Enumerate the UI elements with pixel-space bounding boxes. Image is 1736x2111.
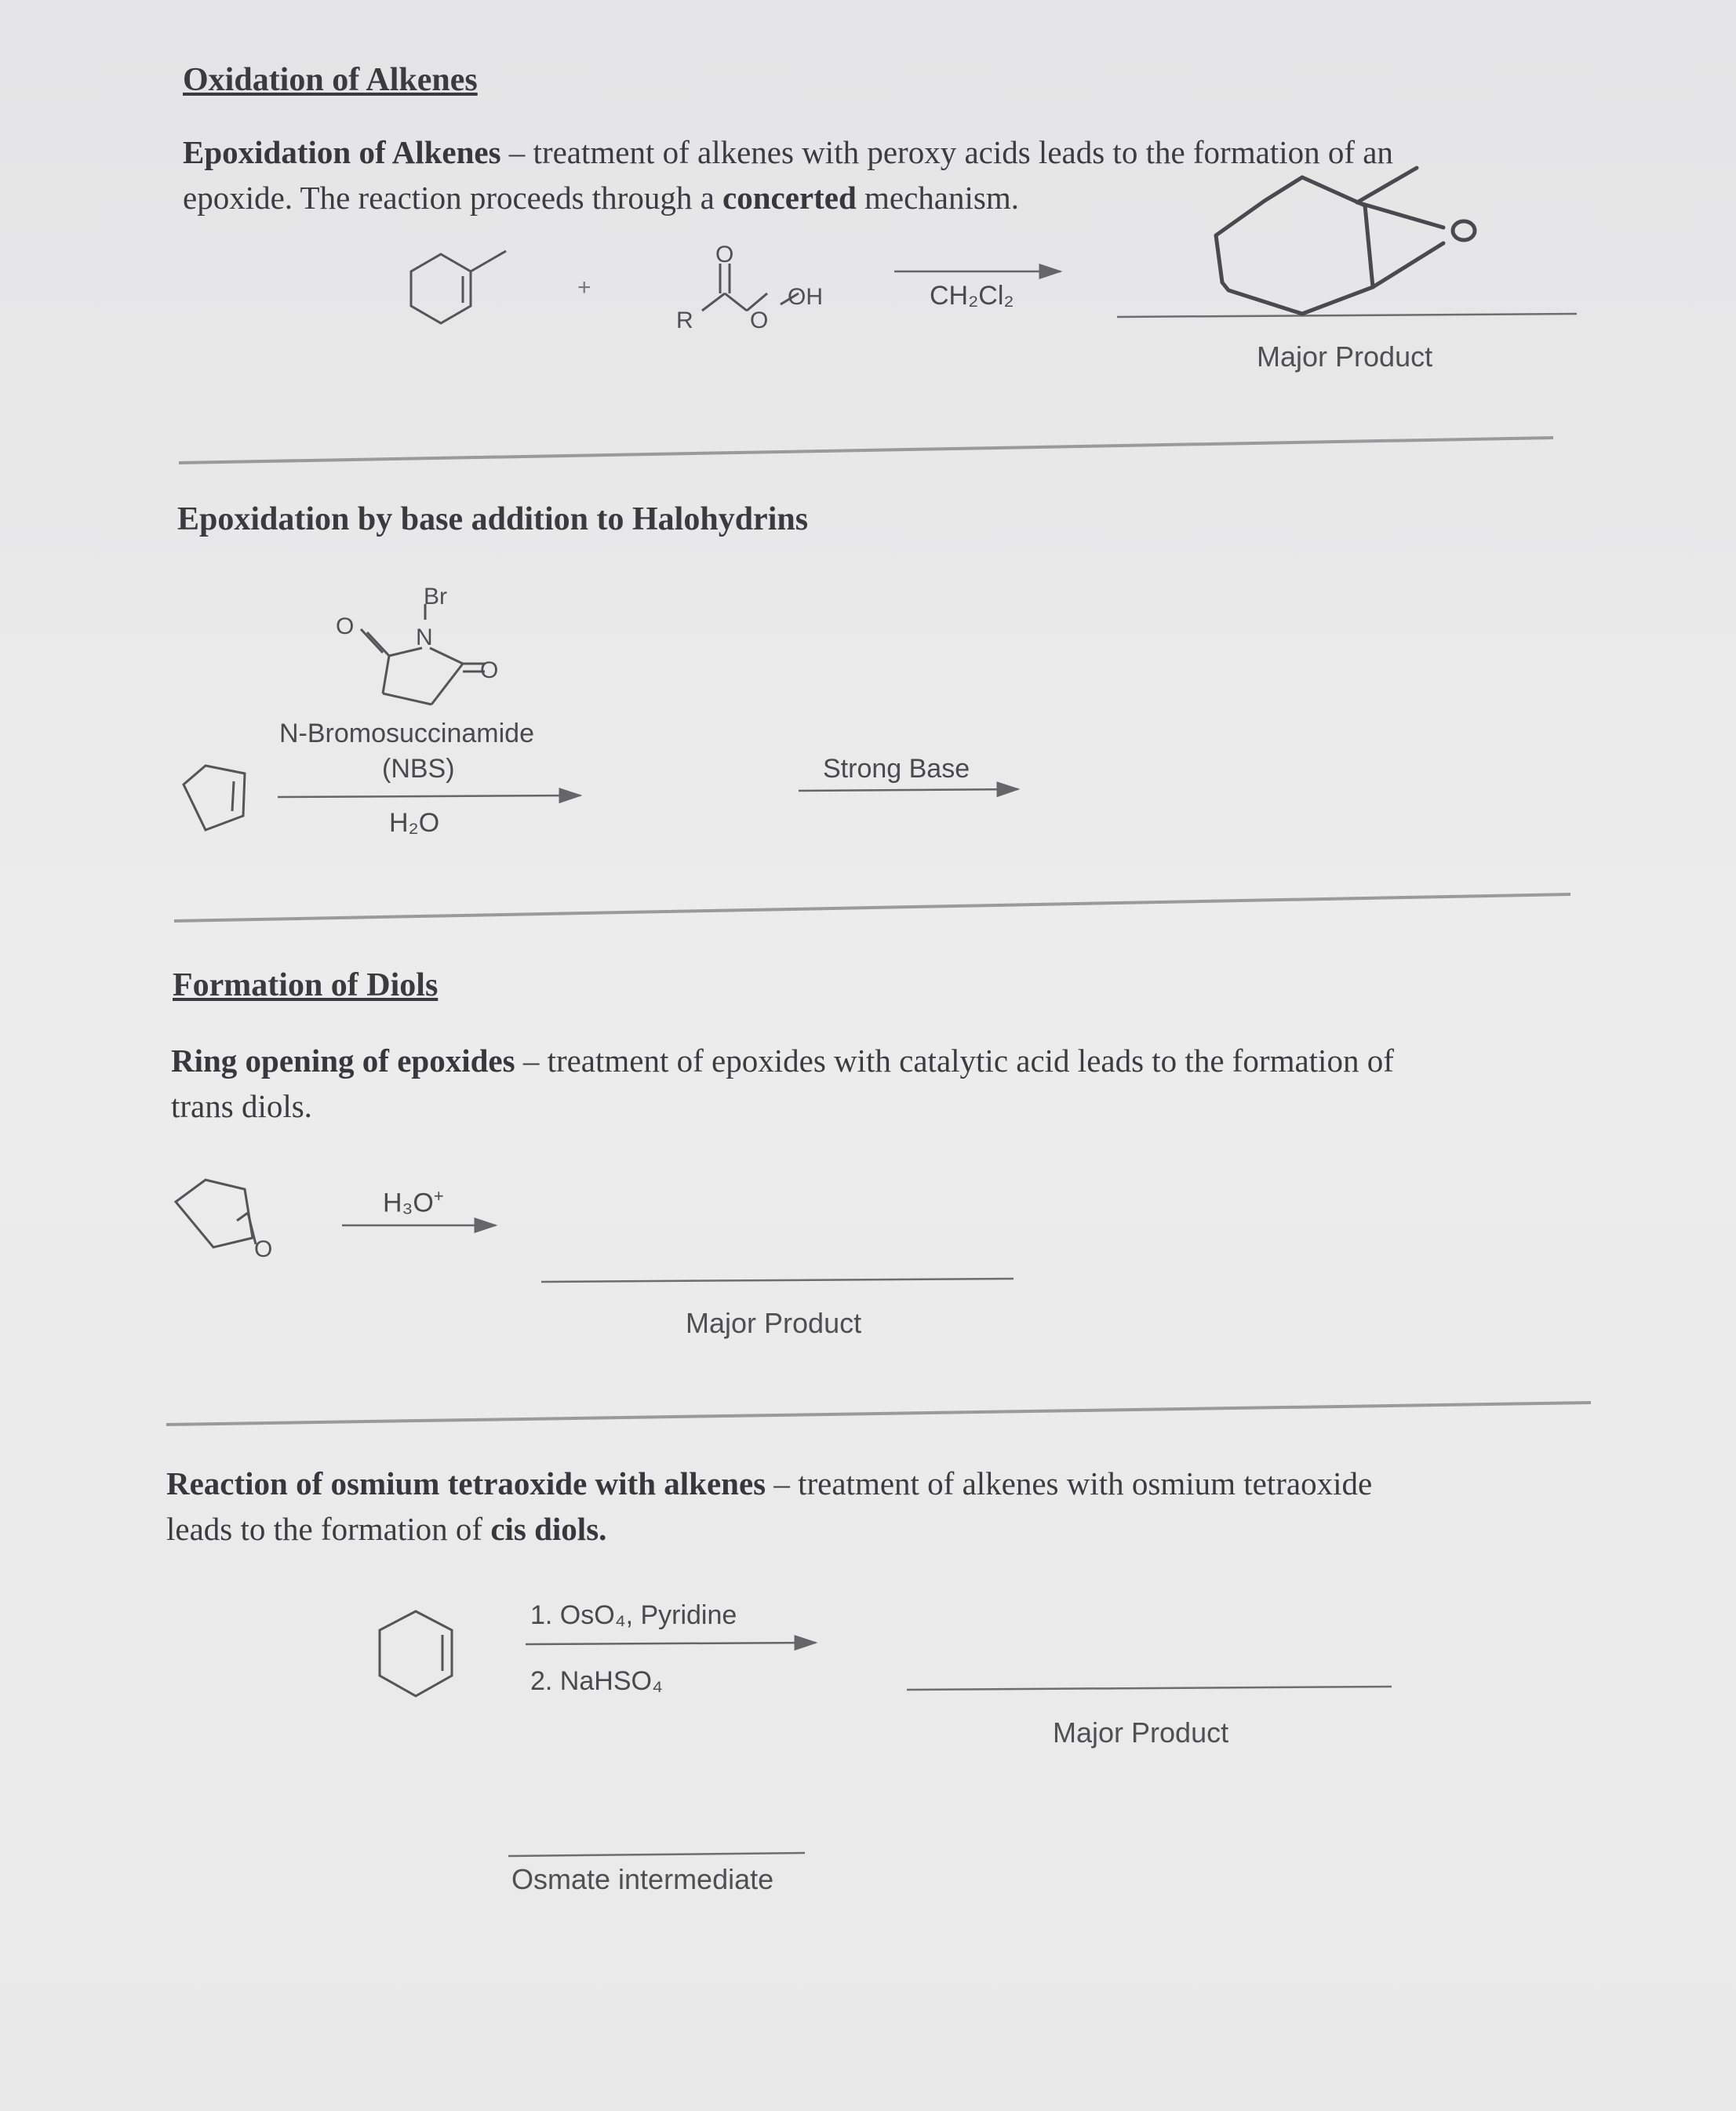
- section-divider-2: [174, 894, 1570, 921]
- strong-base-label: Strong Base: [823, 754, 970, 784]
- ring-opening-product-blank: [541, 1279, 1014, 1282]
- osmium-text-1: – treatment of alkenes with osmium tetraoxide: [766, 1465, 1373, 1501]
- epoxidation-product-blank: [1117, 314, 1577, 317]
- osmium-product-label: Major Product: [1053, 1716, 1229, 1749]
- ring-opening-term: Ring opening of epoxides: [171, 1043, 515, 1079]
- ring-opening-product-label: Major Product: [686, 1307, 862, 1339]
- strong-base-arrow: [799, 789, 1018, 791]
- nbs-o-left-atom: O: [336, 613, 355, 639]
- nbs-structure: [361, 604, 485, 704]
- plus-sign: +: [577, 275, 591, 300]
- nbs-n-atom: N: [416, 624, 433, 650]
- nbs-br-atom: Br: [424, 584, 447, 610]
- h3o-charge: +: [433, 1186, 444, 1206]
- osmium-term: Reaction of osmium tetraoxide with alkenes: [166, 1465, 766, 1501]
- section-title-diols: Formation of Diols: [173, 967, 439, 1003]
- nbs-o-right-atom: O: [480, 657, 499, 683]
- osmate-intermediate-blank: [508, 1853, 805, 1856]
- ester-o-atom: O: [750, 308, 769, 333]
- oso4-step-label: 1. OsO₄, Pyridine: [530, 1600, 737, 1630]
- section-title-oxidation: Oxidation of Alkenes: [183, 62, 478, 98]
- hydroxyl-atom: OH: [788, 284, 823, 310]
- epoxide-o-atom: O: [254, 1236, 273, 1262]
- nbs-name-label: N-Bromosuccinamide: [279, 719, 534, 748]
- epoxidation-product-label: Major Product: [1257, 340, 1433, 373]
- h3o-text: H₃O: [383, 1188, 434, 1218]
- nbs-abbr-label: (NBS): [382, 754, 455, 784]
- osmium-text-2a: leads to the formation of: [166, 1511, 491, 1547]
- osmium-product-blank: [907, 1687, 1392, 1690]
- ring-opening-text-1: – treatment of epoxides with catalytic acid leads to the formation of: [515, 1043, 1394, 1079]
- carbonyl-o-atom: O: [715, 242, 734, 268]
- epoxidation-term: Epoxidation of Alkenes: [183, 134, 501, 170]
- methylcyclohexene-structure: [411, 251, 506, 323]
- epoxidation-text-2a: epoxide. The reaction proceeds through a: [183, 180, 723, 216]
- section-title-halohydrin: Epoxidation by base addition to Halohydrins: [177, 501, 809, 537]
- cis-diols-term: cis diols.: [490, 1511, 607, 1547]
- ring-opening-text-2: trans diols.: [171, 1088, 312, 1124]
- r-group-atom: R: [676, 308, 693, 333]
- epoxidation-text-2b: mechanism.: [856, 180, 1019, 216]
- epoxidation-text-1: – treatment of alkenes with peroxy acids leads to the formation of an: [500, 134, 1393, 170]
- nahso4-step-label: 2. NaHSO₄: [530, 1666, 663, 1696]
- peroxy-acid-structure: [702, 264, 799, 311]
- handwritten-epoxide-answer: [1216, 168, 1475, 314]
- section-divider-1: [179, 438, 1553, 463]
- ch2cl2-reagent-label: CH₂Cl₂: [930, 281, 1014, 311]
- cyclohexene-structure: [380, 1611, 452, 1696]
- cyclopentene-oxide-structure: [176, 1180, 256, 1247]
- section-divider-3: [166, 1403, 1591, 1425]
- concerted-term: concerted: [722, 180, 857, 216]
- nbs-arrow: [278, 795, 580, 797]
- water-reagent-label: H₂O: [389, 808, 440, 838]
- osmate-intermediate-label: Osmate intermediate: [511, 1863, 774, 1895]
- cyclopentene-structure: [184, 766, 245, 830]
- osmium-arrow: [526, 1643, 816, 1644]
